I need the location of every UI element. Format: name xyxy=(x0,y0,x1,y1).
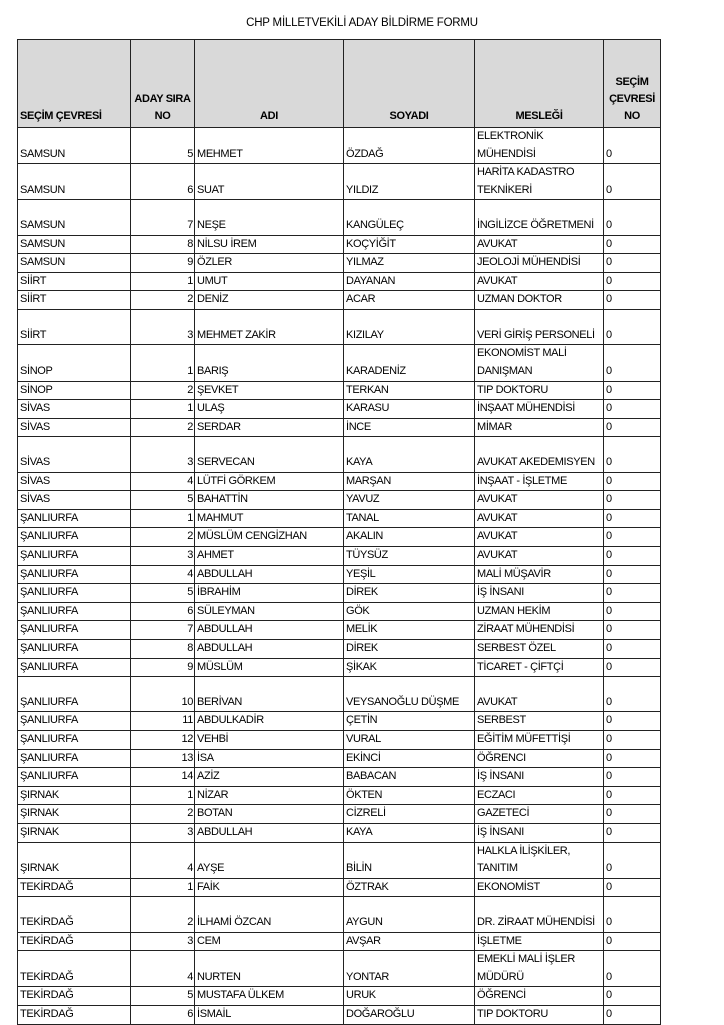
header-row xyxy=(18,40,661,128)
cell-soyadi: YONTAR xyxy=(344,951,475,987)
cell-meslegi: TİCARET - ÇİFTÇİ xyxy=(475,658,604,677)
cell-secim-cevresi-no: 0 xyxy=(604,400,661,419)
cell-secim-cevresi-no: 0 xyxy=(604,842,661,878)
cell-meslegi: VERİ GİRİŞ PERSONELİ xyxy=(475,310,604,345)
cell-adi: ABDULLAH xyxy=(195,639,344,658)
cell-soyadi: VEYSANOĞLU DÜŞME xyxy=(344,677,475,712)
cell-soyadi: AYGUN xyxy=(344,897,475,932)
cell-secim-cevresi-no: 0 xyxy=(604,418,661,437)
cell-secim-cevresi: SİVAS xyxy=(18,418,131,437)
form-title: CHP MİLLETVEKİLİ ADAY BİLDİRME FORMU xyxy=(246,17,478,29)
cell-adi: BAHATTİN xyxy=(195,491,344,510)
cell-adi: MAHMUT xyxy=(195,509,344,528)
cell-aday-sira-no: 6 xyxy=(131,164,195,200)
table-body xyxy=(18,128,661,1025)
table-row xyxy=(18,235,661,254)
cell-meslegi: UZMAN HEKİM xyxy=(475,602,604,621)
cell-secim-cevresi: TEKİRDAĞ xyxy=(18,987,131,1006)
cell-soyadi: BABACAN xyxy=(344,768,475,787)
cell-soyadi: DOĞAROĞLU xyxy=(344,1006,475,1025)
cell-soyadi: URUK xyxy=(344,987,475,1006)
cell-aday-sira-no: 2 xyxy=(131,291,195,310)
cell-aday-sira-no: 2 xyxy=(131,381,195,400)
cell-aday-sira-no: 4 xyxy=(131,842,195,878)
cell-adi: ABDULLAH xyxy=(195,565,344,584)
cell-meslegi: ÖĞRENCİ xyxy=(475,987,604,1006)
cell-secim-cevresi: ŞANLIURFA xyxy=(18,546,131,565)
cell-aday-sira-no: 1 xyxy=(131,509,195,528)
cell-secim-cevresi-no: 0 xyxy=(604,749,661,768)
cell-aday-sira-no: 2 xyxy=(131,897,195,932)
cell-aday-sira-no: 1 xyxy=(131,400,195,419)
table-row xyxy=(18,491,661,510)
cell-adi: CEM xyxy=(195,932,344,951)
cell-secim-cevresi-no: 0 xyxy=(604,472,661,491)
cell-secim-cevresi: TEKİRDAĞ xyxy=(18,878,131,897)
cell-secim-cevresi-no: 0 xyxy=(604,677,661,712)
header-secim-cevresi-no: SEÇİM ÇEVRESİ NO xyxy=(604,40,661,128)
table-row xyxy=(18,677,661,712)
cell-adi: AYŞE xyxy=(195,842,344,878)
cell-soyadi: KARASU xyxy=(344,400,475,419)
header-meslegi: MESLEĞİ xyxy=(475,40,604,128)
cell-adi: SERDAR xyxy=(195,418,344,437)
table-row xyxy=(18,768,661,787)
cell-secim-cevresi: SİVAS xyxy=(18,400,131,419)
cell-secim-cevresi: TEKİRDAĞ xyxy=(18,951,131,987)
cell-aday-sira-no: 5 xyxy=(131,128,195,164)
cell-meslegi: AVUKAT xyxy=(475,528,604,547)
cell-soyadi: ÇETİN xyxy=(344,712,475,731)
cell-secim-cevresi: ŞANLIURFA xyxy=(18,621,131,640)
cell-adi: İBRAHİM xyxy=(195,584,344,603)
cell-secim-cevresi-no: 0 xyxy=(604,658,661,677)
cell-soyadi: İNCE xyxy=(344,418,475,437)
table-row xyxy=(18,128,661,164)
table-row xyxy=(18,824,661,843)
cell-adi: NİLSU İREM xyxy=(195,235,344,254)
table-row xyxy=(18,602,661,621)
cell-secim-cevresi: SİNOP xyxy=(18,381,131,400)
table-row xyxy=(18,418,661,437)
cell-secim-cevresi-no: 0 xyxy=(604,584,661,603)
cell-secim-cevresi: ŞANLIURFA xyxy=(18,712,131,731)
cell-aday-sira-no: 9 xyxy=(131,658,195,677)
cell-adi: BARIŞ xyxy=(195,345,344,381)
cell-secim-cevresi: ŞANLIURFA xyxy=(18,677,131,712)
cell-soyadi: DİREK xyxy=(344,639,475,658)
cell-adi: AZİZ xyxy=(195,768,344,787)
cell-secim-cevresi-no: 0 xyxy=(604,1006,661,1025)
cell-meslegi: İŞLETME xyxy=(475,932,604,951)
cell-adi: DENİZ xyxy=(195,291,344,310)
cell-meslegi: MALİ MÜŞAVİR xyxy=(475,565,604,584)
cell-soyadi: TERKAN xyxy=(344,381,475,400)
cell-aday-sira-no: 2 xyxy=(131,418,195,437)
table-row xyxy=(18,878,661,897)
cell-secim-cevresi: ŞANLIURFA xyxy=(18,584,131,603)
cell-soyadi: BİLİN xyxy=(344,842,475,878)
cell-secim-cevresi-no: 0 xyxy=(604,932,661,951)
table-row xyxy=(18,528,661,547)
cell-soyadi: EKİNCİ xyxy=(344,749,475,768)
cell-secim-cevresi: SAMSUN xyxy=(18,254,131,273)
table-row xyxy=(18,897,661,932)
cell-secim-cevresi-no: 0 xyxy=(604,768,661,787)
table-row xyxy=(18,164,661,200)
cell-aday-sira-no: 11 xyxy=(131,712,195,731)
cell-aday-sira-no: 4 xyxy=(131,565,195,584)
header-adi: ADI xyxy=(195,40,344,128)
cell-aday-sira-no: 5 xyxy=(131,584,195,603)
cell-soyadi: ŞİKAK xyxy=(344,658,475,677)
table-row xyxy=(18,621,661,640)
cell-adi: ABDULLAH xyxy=(195,824,344,843)
cell-meslegi: EKONOMİST xyxy=(475,878,604,897)
cell-secim-cevresi: TEKİRDAĞ xyxy=(18,897,131,932)
cell-meslegi: ECZACI xyxy=(475,786,604,805)
cell-soyadi: TÜYSÜZ xyxy=(344,546,475,565)
cell-aday-sira-no: 2 xyxy=(131,528,195,547)
cell-secim-cevresi: SİVAS xyxy=(18,437,131,472)
cell-aday-sira-no: 3 xyxy=(131,932,195,951)
cell-adi: ABDULKADİR xyxy=(195,712,344,731)
table-row xyxy=(18,712,661,731)
cell-secim-cevresi: ŞANLIURFA xyxy=(18,509,131,528)
cell-meslegi: ZİRAAT MÜHENDİSİ xyxy=(475,621,604,640)
cell-secim-cevresi-no: 0 xyxy=(604,546,661,565)
cell-adi: UMUT xyxy=(195,272,344,291)
cell-secim-cevresi-no: 0 xyxy=(604,345,661,381)
cell-secim-cevresi-no: 0 xyxy=(604,731,661,750)
cell-secim-cevresi: ŞANLIURFA xyxy=(18,749,131,768)
cell-adi: İSA xyxy=(195,749,344,768)
cell-secim-cevresi-no: 0 xyxy=(604,291,661,310)
cell-meslegi: İNŞAAT MÜHENDİSİ xyxy=(475,400,604,419)
cell-aday-sira-no: 3 xyxy=(131,310,195,345)
cell-secim-cevresi-no: 0 xyxy=(604,491,661,510)
cell-secim-cevresi-no: 0 xyxy=(604,786,661,805)
cell-secim-cevresi: SİVAS xyxy=(18,491,131,510)
cell-soyadi: YILMAZ xyxy=(344,254,475,273)
table-row xyxy=(18,786,661,805)
cell-meslegi: İŞ İNSANI xyxy=(475,768,604,787)
cell-secim-cevresi: SİİRT xyxy=(18,291,131,310)
table-row xyxy=(18,658,661,677)
cell-secim-cevresi: SAMSUN xyxy=(18,164,131,200)
cell-adi: BERİVAN xyxy=(195,677,344,712)
cell-adi: SERVECAN xyxy=(195,437,344,472)
cell-secim-cevresi: SAMSUN xyxy=(18,128,131,164)
cell-soyadi: YAVUZ xyxy=(344,491,475,510)
cell-aday-sira-no: 1 xyxy=(131,786,195,805)
cell-soyadi: ACAR xyxy=(344,291,475,310)
cell-secim-cevresi-no: 0 xyxy=(604,602,661,621)
cell-adi: NURTEN xyxy=(195,951,344,987)
cell-meslegi: AVUKAT xyxy=(475,235,604,254)
cell-soyadi: GÖK xyxy=(344,602,475,621)
cell-meslegi: EMEKLİ MALİ İŞLER MÜDÜRÜ xyxy=(475,951,604,987)
cell-secim-cevresi: TEKİRDAĞ xyxy=(18,1006,131,1025)
cell-soyadi: YILDIZ xyxy=(344,164,475,200)
cell-meslegi: EKONOMİST MALİ DANIŞMAN xyxy=(475,345,604,381)
cell-soyadi: AVŞAR xyxy=(344,932,475,951)
cell-adi: MÜSLÜM CENGİZHAN xyxy=(195,528,344,547)
cell-meslegi: EĞİTİM MÜFETTİŞİ xyxy=(475,731,604,750)
cell-secim-cevresi: ŞANLIURFA xyxy=(18,768,131,787)
cell-meslegi: AVUKAT xyxy=(475,509,604,528)
cell-meslegi: AVUKAT xyxy=(475,491,604,510)
cell-aday-sira-no: 1 xyxy=(131,272,195,291)
cell-meslegi: UZMAN DOKTOR xyxy=(475,291,604,310)
cell-aday-sira-no: 13 xyxy=(131,749,195,768)
table-row xyxy=(18,842,661,878)
cell-soyadi: ÖZTRAK xyxy=(344,878,475,897)
candidate-table xyxy=(17,39,661,1025)
cell-soyadi: YEŞİL xyxy=(344,565,475,584)
cell-aday-sira-no: 9 xyxy=(131,254,195,273)
cell-secim-cevresi: ŞIRNAK xyxy=(18,842,131,878)
cell-aday-sira-no: 5 xyxy=(131,987,195,1006)
table-row xyxy=(18,951,661,987)
cell-soyadi: AKALIN xyxy=(344,528,475,547)
table-row xyxy=(18,400,661,419)
cell-secim-cevresi-no: 0 xyxy=(604,381,661,400)
cell-soyadi: DİREK xyxy=(344,584,475,603)
cell-aday-sira-no: 6 xyxy=(131,1006,195,1025)
table-row xyxy=(18,805,661,824)
cell-meslegi: DR. ZİRAAT MÜHENDİSİ xyxy=(475,897,604,932)
table-row xyxy=(18,731,661,750)
cell-meslegi: İNŞAAT - İŞLETME xyxy=(475,472,604,491)
cell-soyadi: KAYA xyxy=(344,437,475,472)
cell-adi: MEHMET ZAKİR xyxy=(195,310,344,345)
table-row xyxy=(18,345,661,381)
table-row xyxy=(18,987,661,1006)
cell-secim-cevresi-no: 0 xyxy=(604,272,661,291)
cell-secim-cevresi-no: 0 xyxy=(604,712,661,731)
cell-secim-cevresi-no: 0 xyxy=(604,200,661,235)
cell-adi: SUAT xyxy=(195,164,344,200)
cell-soyadi: ÖZDAĞ xyxy=(344,128,475,164)
cell-aday-sira-no: 8 xyxy=(131,235,195,254)
cell-soyadi: KARADENİZ xyxy=(344,345,475,381)
cell-soyadi: DAYANAN xyxy=(344,272,475,291)
table-row xyxy=(18,749,661,768)
cell-secim-cevresi: SAMSUN xyxy=(18,200,131,235)
cell-adi: SÜLEYMAN xyxy=(195,602,344,621)
cell-meslegi: ELEKTRONİK MÜHENDİSİ xyxy=(475,128,604,164)
table-row xyxy=(18,1006,661,1025)
cell-secim-cevresi: ŞIRNAK xyxy=(18,786,131,805)
cell-aday-sira-no: 3 xyxy=(131,824,195,843)
cell-meslegi: HALKLA İLİŞKİLER, TANITIM xyxy=(475,842,604,878)
cell-soyadi: KANGÜLEÇ xyxy=(344,200,475,235)
cell-soyadi: TANAL xyxy=(344,509,475,528)
cell-aday-sira-no: 4 xyxy=(131,951,195,987)
table-row xyxy=(18,565,661,584)
cell-secim-cevresi-no: 0 xyxy=(604,437,661,472)
cell-adi: AHMET xyxy=(195,546,344,565)
cell-aday-sira-no: 12 xyxy=(131,731,195,750)
cell-soyadi: MELİK xyxy=(344,621,475,640)
header-secim-cevresi: SEÇİM ÇEVRESİ xyxy=(18,40,131,128)
cell-aday-sira-no: 7 xyxy=(131,621,195,640)
table-row xyxy=(18,272,661,291)
cell-aday-sira-no: 3 xyxy=(131,546,195,565)
cell-meslegi: MİMAR xyxy=(475,418,604,437)
cell-soyadi: KIZILAY xyxy=(344,310,475,345)
cell-aday-sira-no: 14 xyxy=(131,768,195,787)
cell-soyadi: KAYA xyxy=(344,824,475,843)
cell-meslegi: HARİTA KADASTRO TEKNİKERİ xyxy=(475,164,604,200)
cell-adi: BOTAN xyxy=(195,805,344,824)
cell-meslegi: JEOLOJİ MÜHENDİSİ xyxy=(475,254,604,273)
cell-aday-sira-no: 6 xyxy=(131,602,195,621)
cell-adi: VEHBİ xyxy=(195,731,344,750)
cell-secim-cevresi-no: 0 xyxy=(604,565,661,584)
cell-secim-cevresi-no: 0 xyxy=(604,235,661,254)
cell-secim-cevresi: SAMSUN xyxy=(18,235,131,254)
header-aday-sira-no: ADAY SIRA NO xyxy=(131,40,195,128)
cell-secim-cevresi: ŞANLIURFA xyxy=(18,658,131,677)
cell-secim-cevresi: SİİRT xyxy=(18,310,131,345)
cell-adi: FAİK xyxy=(195,878,344,897)
cell-soyadi: VURAL xyxy=(344,731,475,750)
cell-adi: MEHMET xyxy=(195,128,344,164)
table-row xyxy=(18,639,661,658)
cell-adi: ABDULLAH xyxy=(195,621,344,640)
cell-secim-cevresi-no: 0 xyxy=(604,164,661,200)
cell-secim-cevresi-no: 0 xyxy=(604,128,661,164)
cell-secim-cevresi-no: 0 xyxy=(604,254,661,273)
cell-aday-sira-no: 8 xyxy=(131,639,195,658)
cell-meslegi: TIP DOKTORU xyxy=(475,1006,604,1025)
cell-meslegi: İNGİLİZCE ÖĞRETMENİ xyxy=(475,200,604,235)
table-row xyxy=(18,932,661,951)
cell-secim-cevresi: SİVAS xyxy=(18,472,131,491)
cell-secim-cevresi-no: 0 xyxy=(604,805,661,824)
cell-secim-cevresi-no: 0 xyxy=(604,528,661,547)
cell-meslegi: AVUKAT xyxy=(475,272,604,291)
cell-secim-cevresi: ŞANLIURFA xyxy=(18,528,131,547)
cell-secim-cevresi-no: 0 xyxy=(604,639,661,658)
cell-adi: ÖZLER xyxy=(195,254,344,273)
cell-aday-sira-no: 1 xyxy=(131,878,195,897)
cell-secim-cevresi-no: 0 xyxy=(604,621,661,640)
cell-aday-sira-no: 5 xyxy=(131,491,195,510)
table-row xyxy=(18,310,661,345)
cell-meslegi: AVUKAT xyxy=(475,546,604,565)
cell-adi: MÜSLÜM xyxy=(195,658,344,677)
header-soyadi: SOYADI xyxy=(344,40,475,128)
cell-secim-cevresi-no: 0 xyxy=(604,951,661,987)
cell-soyadi: CİZRELİ xyxy=(344,805,475,824)
cell-secim-cevresi: ŞANLIURFA xyxy=(18,731,131,750)
cell-meslegi: SERBEST ÖZEL xyxy=(475,639,604,658)
cell-secim-cevresi-no: 0 xyxy=(604,897,661,932)
cell-secim-cevresi-no: 0 xyxy=(604,310,661,345)
cell-secim-cevresi: SİNOP xyxy=(18,345,131,381)
cell-secim-cevresi: ŞANLIURFA xyxy=(18,639,131,658)
cell-meslegi: AVUKAT xyxy=(475,677,604,712)
cell-secim-cevresi-no: 0 xyxy=(604,824,661,843)
cell-secim-cevresi: ŞIRNAK xyxy=(18,824,131,843)
table-row xyxy=(18,472,661,491)
cell-secim-cevresi: SİİRT xyxy=(18,272,131,291)
cell-secim-cevresi: ŞANLIURFA xyxy=(18,565,131,584)
table-row xyxy=(18,509,661,528)
cell-secim-cevresi: TEKİRDAĞ xyxy=(18,932,131,951)
cell-adi: NİZAR xyxy=(195,786,344,805)
cell-aday-sira-no: 2 xyxy=(131,805,195,824)
cell-soyadi: ÖKTEN xyxy=(344,786,475,805)
table-row xyxy=(18,584,661,603)
cell-meslegi: GAZETECİ xyxy=(475,805,604,824)
cell-aday-sira-no: 4 xyxy=(131,472,195,491)
cell-meslegi: SERBEST xyxy=(475,712,604,731)
table-row xyxy=(18,381,661,400)
cell-adi: LÜTFİ GÖRKEM xyxy=(195,472,344,491)
cell-secim-cevresi: ŞIRNAK xyxy=(18,805,131,824)
cell-secim-cevresi-no: 0 xyxy=(604,987,661,1006)
cell-meslegi: AVUKAT AKEDEMISYEN xyxy=(475,437,604,472)
cell-soyadi: MARŞAN xyxy=(344,472,475,491)
table-row xyxy=(18,437,661,472)
cell-meslegi: İŞ İNSANI xyxy=(475,824,604,843)
cell-adi: İLHAMİ ÖZCAN xyxy=(195,897,344,932)
table-row xyxy=(18,291,661,310)
cell-aday-sira-no: 3 xyxy=(131,437,195,472)
cell-meslegi: İŞ İNSANI xyxy=(475,584,604,603)
cell-adi: MUSTAFA ÜLKEM xyxy=(195,987,344,1006)
cell-adi: ŞEVKET xyxy=(195,381,344,400)
cell-adi: ULAŞ xyxy=(195,400,344,419)
cell-aday-sira-no: 1 xyxy=(131,345,195,381)
cell-secim-cevresi-no: 0 xyxy=(604,878,661,897)
cell-aday-sira-no: 10 xyxy=(131,677,195,712)
cell-adi: İSMAİL xyxy=(195,1006,344,1025)
cell-aday-sira-no: 7 xyxy=(131,200,195,235)
cell-adi: NEŞE xyxy=(195,200,344,235)
cell-soyadi: KOÇYİĞİT xyxy=(344,235,475,254)
cell-meslegi: ÖĞRENCI xyxy=(475,749,604,768)
cell-meslegi: TIP DOKTORU xyxy=(475,381,604,400)
cell-secim-cevresi-no: 0 xyxy=(604,509,661,528)
table-row xyxy=(18,200,661,235)
table-row xyxy=(18,254,661,273)
table-row xyxy=(18,546,661,565)
cell-secim-cevresi: ŞANLIURFA xyxy=(18,602,131,621)
